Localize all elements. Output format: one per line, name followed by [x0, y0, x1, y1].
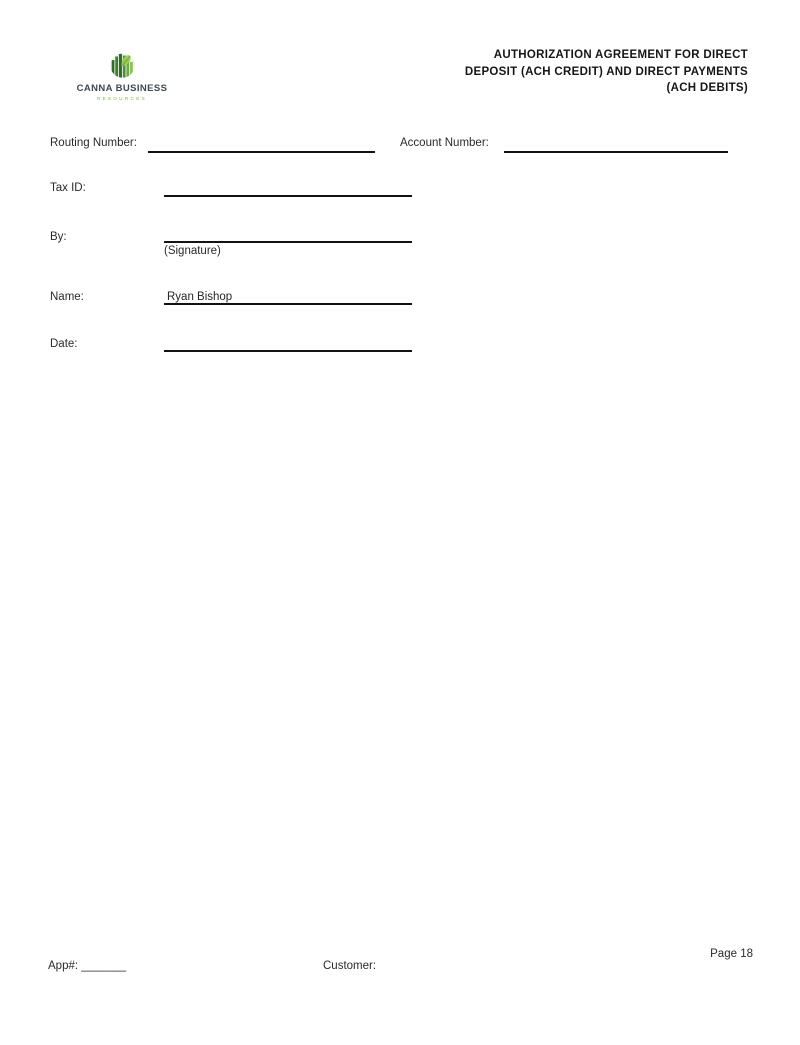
document-title	[465, 47, 748, 97]
date-label: Date:	[50, 338, 78, 350]
logo-wordmark: CANNA BUSINESS	[76, 83, 168, 94]
routing-number-label: Routing Number:	[50, 137, 137, 149]
signature-line[interactable]	[164, 241, 412, 243]
document-title-line-2: DEPOSIT (ACH CREDIT) AND DIRECT PAYMENTS	[464, 65, 748, 78]
tax-id-label: Tax ID:	[50, 182, 86, 194]
document-title-line-3: (ACH DEBITS)	[666, 82, 748, 94]
tax-id-line[interactable]	[164, 195, 412, 197]
date-line[interactable]	[164, 350, 412, 352]
app-number-label: App#: _______	[48, 960, 127, 972]
name-line[interactable]	[164, 303, 412, 305]
customer-label: Customer:	[323, 960, 377, 972]
routing-number-line[interactable]	[148, 151, 375, 153]
by-label: By:	[50, 231, 67, 243]
account-number-line[interactable]	[504, 151, 728, 153]
signature-caption: (Signature)	[164, 245, 221, 257]
document-title-line-1: AUTHORIZATION AGREEMENT FOR DIRECT	[493, 49, 748, 61]
account-number-label: Account Number:	[400, 137, 489, 149]
page-number: Page 18	[710, 948, 753, 960]
company-logo	[72, 52, 172, 101]
logo-tagline: RESOURCES	[96, 95, 148, 101]
canna-sphere-icon	[109, 52, 136, 79]
name-label: Name:	[50, 291, 84, 303]
name-value: Ryan Bishop	[167, 291, 233, 303]
